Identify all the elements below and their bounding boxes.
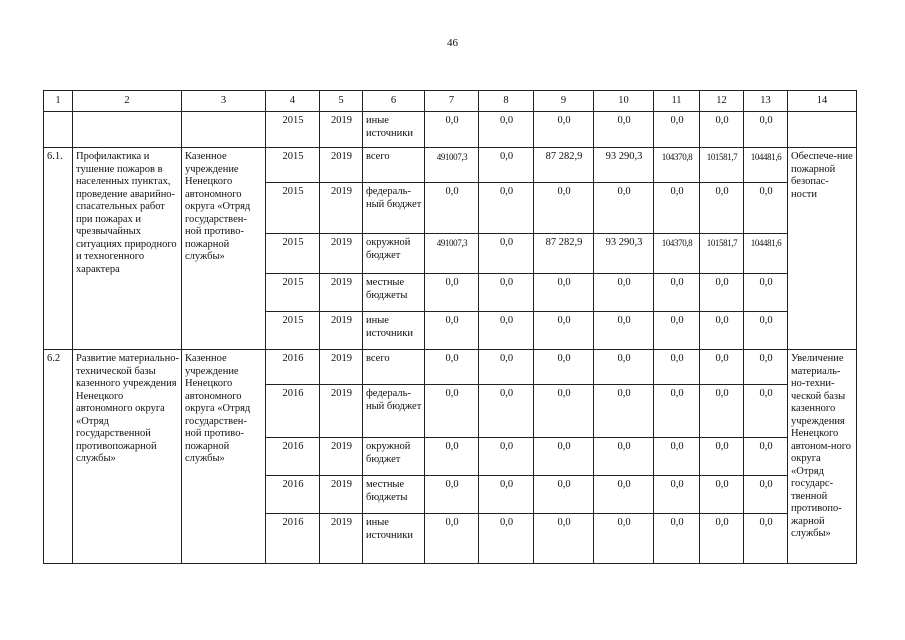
item-result: Увеличение материаль-но-техни-ческой базы казенного учреждения Ненецкого автоном-ного округа «Отряд государс-твенной противопо-жарной службы» — [788, 350, 857, 564]
column-number: 5 — [320, 91, 363, 112]
amount-2015: 0,0 — [479, 312, 534, 350]
amount-2019: 0,0 — [700, 312, 744, 350]
amount-2016: 0,0 — [534, 476, 594, 514]
start-year: 2016 — [266, 350, 320, 385]
amount-2016: 0,0 — [534, 350, 594, 385]
item-executor: Казенное учреждение Ненецкого автономного округа «Отряд государствен-ной противо-пожарной службы» — [182, 350, 266, 564]
funding-source: иные источники — [363, 112, 425, 148]
column-number: 3 — [182, 91, 266, 112]
funding-source: окружной бюджет — [363, 234, 425, 274]
empty-cell — [788, 112, 857, 148]
amount-2017: 0,0 — [594, 514, 654, 564]
amount-total: 0,0 — [425, 514, 479, 564]
column-number: 2 — [73, 91, 182, 112]
amount-2019: 0,0 — [700, 274, 744, 312]
amount-2018: 0,0 — [654, 385, 700, 438]
start-year: 2015 — [266, 148, 320, 183]
empty-cell — [44, 112, 73, 148]
amount-2015: 0,0 — [479, 148, 534, 183]
column-number: 7 — [425, 91, 479, 112]
amount-total: 0,0 — [425, 274, 479, 312]
end-year: 2019 — [320, 234, 363, 274]
amount-2019: 0,0 — [700, 476, 744, 514]
amount-2017: 93 290,3 — [594, 234, 654, 274]
amount-2015: 0,0 — [479, 183, 534, 234]
start-year: 2016 — [266, 514, 320, 564]
start-year: 2015 — [266, 234, 320, 274]
amount-2019: 101581,7 — [700, 148, 744, 183]
amount-2015: 0,0 — [479, 274, 534, 312]
amount-2019: 0,0 — [700, 438, 744, 476]
amount-2015: 0,0 — [479, 350, 534, 385]
funding-source: местные бюджеты — [363, 476, 425, 514]
amount-2015: 0,0 — [479, 438, 534, 476]
amount-2020: 0,0 — [744, 438, 788, 476]
amount-2017: 0,0 — [594, 112, 654, 148]
amount-2017: 0,0 — [594, 476, 654, 514]
amount-2019: 0,0 — [700, 183, 744, 234]
amount-2015: 0,0 — [479, 234, 534, 274]
amount-2020: 0,0 — [744, 514, 788, 564]
amount-total: 0,0 — [425, 112, 479, 148]
amount-2018: 0,0 — [654, 183, 700, 234]
table-row — [44, 148, 857, 183]
empty-cell — [182, 112, 266, 148]
item-executor: Казенное учреждение Ненецкого автономного округа «Отряд государствен-ной противо-пожарной службы» — [182, 148, 266, 350]
amount-2016: 87 282,9 — [534, 234, 594, 274]
amount-2019: 0,0 — [700, 514, 744, 564]
end-year: 2019 — [320, 350, 363, 385]
amount-total: 491007,3 — [425, 234, 479, 274]
amount-2019: 0,0 — [700, 350, 744, 385]
end-year: 2019 — [320, 148, 363, 183]
amount-2020: 0,0 — [744, 183, 788, 234]
page-number: 46 — [447, 37, 458, 49]
item-result: Обеспече-ние пожарной безопас-ности — [788, 148, 857, 350]
amount-2019: 0,0 — [700, 385, 744, 438]
start-year: 2016 — [266, 438, 320, 476]
amount-2020: 0,0 — [744, 312, 788, 350]
amount-2017: 0,0 — [594, 438, 654, 476]
amount-total: 0,0 — [425, 350, 479, 385]
amount-2019: 101581,7 — [700, 234, 744, 274]
end-year: 2019 — [320, 514, 363, 564]
amount-2018: 0,0 — [654, 112, 700, 148]
amount-2015: 0,0 — [479, 385, 534, 438]
program-table — [43, 90, 857, 564]
amount-2017: 0,0 — [594, 183, 654, 234]
amount-2020: 104481,6 — [744, 234, 788, 274]
amount-2020: 0,0 — [744, 476, 788, 514]
amount-total: 0,0 — [425, 476, 479, 514]
amount-2015: 0,0 — [479, 476, 534, 514]
column-number: 10 — [594, 91, 654, 112]
continuation-row — [44, 112, 857, 148]
amount-2020: 0,0 — [744, 385, 788, 438]
amount-2016: 0,0 — [534, 274, 594, 312]
amount-total: 491007,3 — [425, 148, 479, 183]
column-number: 4 — [266, 91, 320, 112]
amount-2017: 0,0 — [594, 350, 654, 385]
amount-2016: 0,0 — [534, 514, 594, 564]
start-year: 2015 — [266, 112, 320, 148]
item-name: Профилактика и тушение пожаров в населенных пунктах, проведение аварийно-спасательных работ при пожарах и чрезвычайных ситуациях природного и техногенного характера — [73, 148, 182, 350]
end-year: 2019 — [320, 312, 363, 350]
funding-source: федераль-ный бюджет — [363, 183, 425, 234]
column-number: 6 — [363, 91, 425, 112]
item-name: Развитие материально-технической базы казенного учреждения Ненецкого автономного округа «Отряд государственной противопожарной службы» — [73, 350, 182, 564]
amount-2016: 0,0 — [534, 385, 594, 438]
amount-2020: 104481,6 — [744, 148, 788, 183]
start-year: 2015 — [266, 183, 320, 234]
amount-2017: 93 290,3 — [594, 148, 654, 183]
start-year: 2016 — [266, 385, 320, 438]
amount-2017: 0,0 — [594, 385, 654, 438]
column-number: 13 — [744, 91, 788, 112]
amount-2018: 104370,8 — [654, 234, 700, 274]
amount-2018: 0,0 — [654, 350, 700, 385]
start-year: 2016 — [266, 476, 320, 514]
amount-total: 0,0 — [425, 183, 479, 234]
column-number: 9 — [534, 91, 594, 112]
amount-2020: 0,0 — [744, 350, 788, 385]
amount-2018: 0,0 — [654, 274, 700, 312]
amount-2016: 0,0 — [534, 112, 594, 148]
funding-source: окружной бюджет — [363, 438, 425, 476]
amount-2018: 0,0 — [654, 312, 700, 350]
start-year: 2015 — [266, 312, 320, 350]
amount-2015: 0,0 — [479, 112, 534, 148]
amount-2016: 0,0 — [534, 438, 594, 476]
end-year: 2019 — [320, 385, 363, 438]
amount-2017: 0,0 — [594, 274, 654, 312]
amount-2018: 0,0 — [654, 476, 700, 514]
amount-2018: 0,0 — [654, 514, 700, 564]
amount-2016: 87 282,9 — [534, 148, 594, 183]
amount-2016: 0,0 — [534, 312, 594, 350]
amount-2018: 0,0 — [654, 438, 700, 476]
empty-cell — [73, 112, 182, 148]
item-number: 6.1. — [44, 148, 73, 350]
amount-2019: 0,0 — [700, 112, 744, 148]
amount-2020: 0,0 — [744, 274, 788, 312]
column-number: 12 — [700, 91, 744, 112]
amount-2016: 0,0 — [534, 183, 594, 234]
funding-source: всего — [363, 148, 425, 183]
amount-2015: 0,0 — [479, 514, 534, 564]
end-year: 2019 — [320, 112, 363, 148]
amount-2017: 0,0 — [594, 312, 654, 350]
amount-2018: 104370,8 — [654, 148, 700, 183]
funding-source: местные бюджеты — [363, 274, 425, 312]
end-year: 2019 — [320, 476, 363, 514]
funding-source: федераль-ный бюджет — [363, 385, 425, 438]
start-year: 2015 — [266, 274, 320, 312]
end-year: 2019 — [320, 438, 363, 476]
amount-total: 0,0 — [425, 438, 479, 476]
amount-total: 0,0 — [425, 385, 479, 438]
item-number: 6.2 — [44, 350, 73, 564]
column-number: 8 — [479, 91, 534, 112]
amount-total: 0,0 — [425, 312, 479, 350]
column-number: 14 — [788, 91, 857, 112]
column-number: 11 — [654, 91, 700, 112]
end-year: 2019 — [320, 183, 363, 234]
table-row — [44, 350, 857, 385]
amount-2020: 0,0 — [744, 112, 788, 148]
funding-source: всего — [363, 350, 425, 385]
end-year: 2019 — [320, 274, 363, 312]
funding-source: иные источники — [363, 514, 425, 564]
funding-source: иные источники — [363, 312, 425, 350]
column-number-row — [44, 91, 857, 112]
column-number: 1 — [44, 91, 73, 112]
